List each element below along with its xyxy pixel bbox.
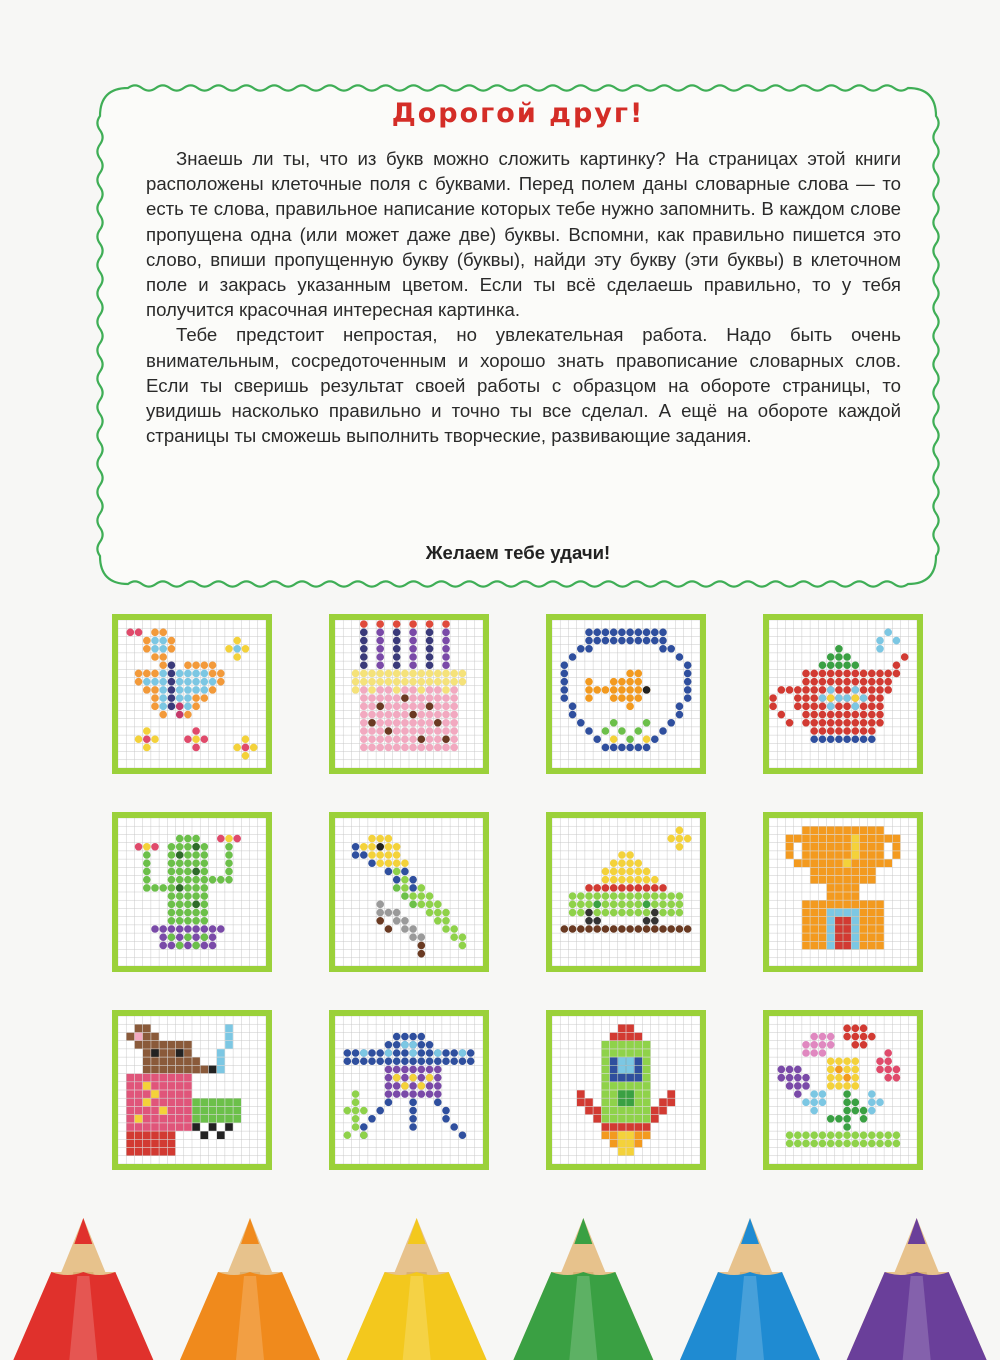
teapot-picture — [763, 614, 923, 774]
rocket-icon — [552, 1016, 700, 1164]
teapot-icon — [769, 620, 917, 768]
parrot-picture — [329, 812, 489, 972]
trophy-cup-icon — [769, 818, 917, 966]
flower-icon — [769, 1016, 917, 1164]
mouse-picture — [112, 1010, 272, 1170]
cactus-picture — [112, 812, 272, 972]
pencil-green-icon — [513, 1218, 653, 1360]
pencil-orange-icon — [180, 1218, 320, 1360]
toy-car-icon — [552, 818, 700, 966]
ufo-alien-picture — [329, 1010, 489, 1170]
toy-car-picture — [546, 812, 706, 972]
pencil-blue-icon — [680, 1218, 820, 1360]
intro-paragraph-2: Тебе предстоит непростая, но увлекательная работа. Надо быть очень внимательным, сосредоточенным и хорошо знать правописание словарных слов. Если ты сверишь результат своей работы с образцом на обороте страницы, то увидишь насколько правильно и точно ты все сделал. А ещё на обороте каждой страницы ты сможешь выполнить творческие, развивающие задания. — [146, 324, 901, 447]
trophy-cup-picture — [763, 812, 923, 972]
intro-frame — [94, 82, 942, 590]
colored-pencils-row — [0, 1210, 1000, 1360]
pencil-yellow-icon — [347, 1218, 487, 1360]
birthday-cake-picture — [329, 614, 489, 774]
closing-wish: Желаем тебе удачи! — [425, 542, 611, 563]
intro-paragraph-1: Знаешь ли ты, что из букв можно сложить картинку? На страницах этой книги расположены клеточные поля с буквами. Перед полем даны словарные слова — то есть те слова, правильное написание которых тебе нужно запомнить. В каждом слове пропущена одна (или может даже две) буквы. Вспомни, как правильно пишется это слово, впиши пропущенную букву (буквы), найди эту букву (эти буквы) в клеточном поле и закрась указанным цветом. Если ты всё сделаешь правильно, то у тебя получится красочная интересная картинка. — [146, 148, 901, 321]
butterfly-icon — [118, 620, 266, 768]
mouse-icon — [118, 1016, 266, 1164]
flower-picture — [763, 1010, 923, 1170]
cactus-icon — [118, 818, 266, 966]
birthday-cake-icon — [335, 620, 483, 768]
parrot-icon — [335, 818, 483, 966]
pencil-violet-icon — [847, 1218, 987, 1360]
goldfish-bowl-picture — [546, 614, 706, 774]
pencil-red-icon — [13, 1218, 153, 1360]
ufo-alien-icon — [335, 1016, 483, 1164]
goldfish-bowl-icon — [552, 620, 700, 768]
butterfly-picture — [112, 614, 272, 774]
page-title: Дорогой друг! — [391, 98, 645, 129]
rocket-picture — [546, 1010, 706, 1170]
intro-text — [146, 146, 901, 448]
